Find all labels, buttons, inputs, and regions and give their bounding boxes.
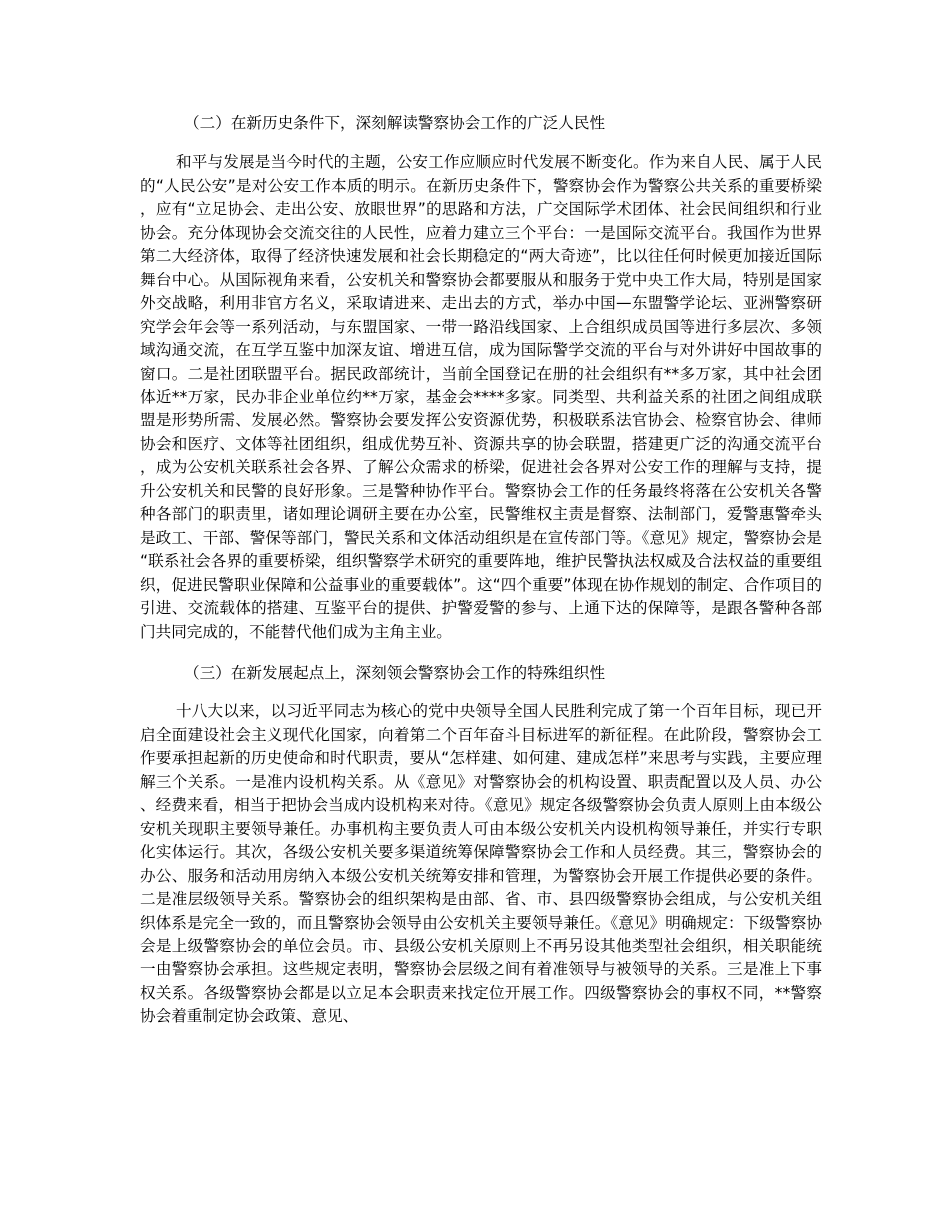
document-page (140, 108, 822, 1029)
section-paragraph-3: 十八大以来，以习近平同志为核心的党中央领导全国人民胜利完成了第一个百年目标，现已开启全面建设社会主义现代化国家，向着第二个百年奋斗目标进军的新征程。在此阶段，警察协会工作要承担起新的历史使命和时代职责，要从“怎样建、如何建、建成怎样”来思考与实践，主要应理解三个关系。一是准内设机构关系。从《意见》对警察协会的机构设置、职责配置以及人员、办公、经费来看，相当于把协会当成内设机构来对待。《意见》规定各级警察协会负责人原则上由本级公安机关现职主要领导兼任。办事机构主要负责人可由本级公安机关内设机构领导兼任，并实行专职化实体运行。其次，各级公安机关要多渠道统筹保障警察协会工作和人员经费。其三，警察协会的办公、服务和活动用房纳入本级公安机关统筹安排和管理，为警察协会开展工作提供必要的条件。二是准层级领导关系。警察协会的组织架构是由部、省、市、县四级警察协会组成，与公安机关组织体系是完全一致的，而且警察协会领导由公安机关主要领导兼任。《意见》明确规定：下级警察协会是上级警察协会的单位会员。市、县级公安机关原则上不再另设其他类型社会组织，相关职能统一由警察协会承担。这些规定表明，警察协会层级之间有着准领导与被领导的关系。三是准上下事权关系。各级警察协会都是以立足本会职责来找定位开展工作。四级警察协会的事权不同，**警察协会着重制定协会政策、意见、 (140, 702, 822, 1026)
section-heading-3: （三）在新发展起点上，深刻领会警察协会工作的特殊组织性 (184, 663, 606, 682)
section-heading-2: （二）在新历史条件下，深刻解读警察协会工作的广泛人民性 (184, 114, 606, 132)
section-paragraph-2: 和平与发展是当今时代的主题，公安工作应顺应时代发展不断变化。作为来自人民、属于人民的“人民公安”是对公安工作本质的明示。在新历史条件下，警察协会作为警察公共关系的重要桥梁，应有“立足协会、走出公安、放眼世界”的思路和方法，广交国际学术团体、社会民间组织和行业协会。充分体现协会交流交往的人民性，应着力建立三个平台：一是国际交流平台。我国作为世界第二大经济体，取得了经济快速发展和社会长期稳定的“两大奇迹”，比以往任何时候更加接近国际舞台中心。从国际视角来看，公安机关和警察协会都要服从和服务于党中央工作大局，特别是国家外交战略，利用非官方名义，采取请进来、走出去的方式，举办中国—东盟警学论坛、亚洲警察研究学会年会等一系列活动，与东盟国家、一带一路沿线国家、上合组织成员国等进行多层次、多领域沟通交流，在互学互鉴中加深友谊、增进互信，成为国际警学交流的平台与对外讲好中国故事的窗口。二是社团联盟平台。据民政部统计，当前全国登记在册的社会组织有**多万家，其中社会团体近**万家，民办非企业单位约**万家，基金会****多家。同类型、共利益关系的社团之间组成联盟是形势所需、发展必然。警察协会要发挥公安资源优势，积极联系法官协会、检察官协会、律师协会和医疗、文体等社团组织，组成优势互补、资源共享的协会联盟，搭建更广泛的沟通交流平台，成为公安机关联系社会各界、了解公众需求的桥梁，促进社会各界对公安工作的理解与支持，提升公安机关和民警的良好形象。三是警种协作平台。警察协会工作的任务最终将落在公安机关各警种各部门的职责里，诸如理论调研主要在办公室，民警维权主责是督察、法制部门，爱警惠警牵头是政工、干部、警保等部门，警民关系和文体活动组织是在宣传部门等。《意见》规定，警察协会是“联系社会各界的重要桥梁，组织警察学术研究的重要阵地，维护民警执法权威及合法权益的重要组织，促进民警职业保障和公益事业的重要载体”。这“四个重要”体现在协作规划的制定、合作项目的引进、交流载体的搭建、互鉴平台的提供、护警爱警的参与、上通下达的保障等，是跟各警种各部门共同完成的，不能替代他们成为主角主业。 (140, 153, 822, 641)
